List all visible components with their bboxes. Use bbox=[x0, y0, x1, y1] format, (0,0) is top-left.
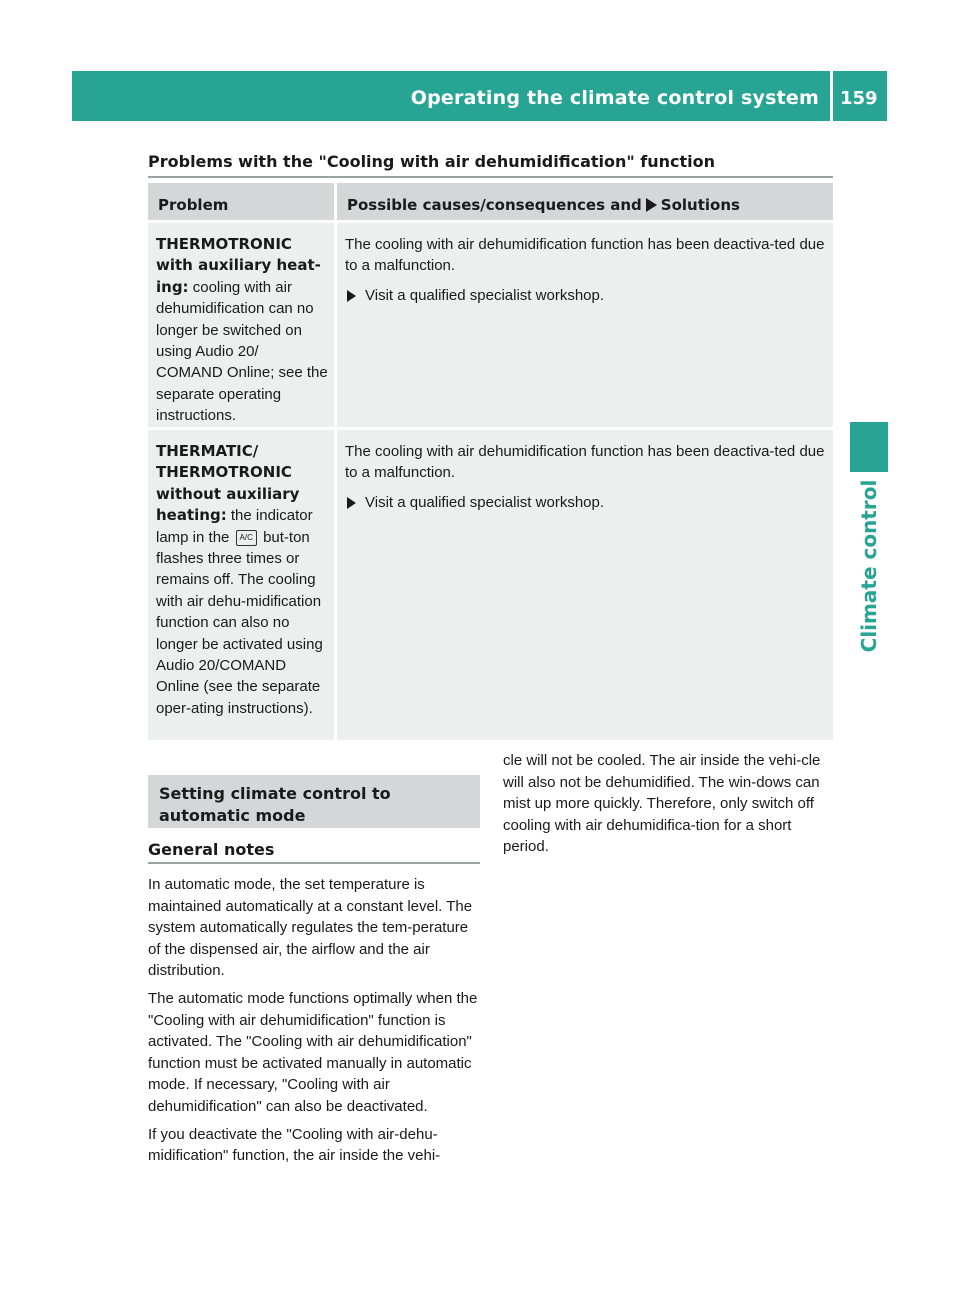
page-number: 159 bbox=[840, 88, 878, 109]
problem-cell bbox=[148, 223, 334, 427]
table-row bbox=[148, 223, 833, 427]
paragraph: In automatic mode, the set temperature is maintained automatically at a constant level. The system automatically regulates the tem-perature of the dispensed air, the airflow and the air distribution. bbox=[148, 876, 473, 980]
solution-step bbox=[345, 492, 827, 513]
column-header-solutions bbox=[337, 183, 833, 220]
paragraph: The automatic mode functions optimally when the "Cooling with air dehumidification" function is activated. The "Cooling with air dehumidification" function must be activated manually in automatic mode. If necessary, "Cooling with air dehumidification" can also be deactivated. bbox=[148, 989, 478, 1115]
header-divider bbox=[830, 71, 833, 121]
problem-description: cooling with air dehumidification can no longer be switched on using Audio 20/ COMAND Online; see the separate operating instructions. bbox=[156, 278, 328, 425]
problem-title: THERMOTRONIC with auxiliary heat-ing: bbox=[156, 235, 321, 296]
table-header bbox=[148, 183, 833, 220]
subheading-rule bbox=[148, 862, 480, 864]
heading-rule bbox=[148, 176, 833, 178]
table-row bbox=[148, 430, 833, 740]
chapter-title: Operating the climate control system bbox=[410, 87, 819, 109]
right-column-text bbox=[503, 750, 833, 864]
column-header-solutions-suffix: Solutions bbox=[660, 196, 740, 214]
solution-cell bbox=[337, 430, 833, 740]
cause-text: The cooling with air dehumidification function has been deactiva-ted due to a malfunction. bbox=[345, 236, 825, 275]
action-arrow-icon bbox=[347, 290, 356, 302]
page-header bbox=[72, 71, 887, 121]
automatic-mode-heading: Setting climate control to automatic mode bbox=[148, 775, 480, 828]
action-arrow-icon bbox=[347, 497, 356, 509]
problem-cell bbox=[148, 430, 334, 740]
column-header-solutions-prefix: Possible causes/consequences and bbox=[347, 196, 642, 214]
solution-text: Visit a qualified specialist workshop. bbox=[365, 493, 605, 511]
action-arrow-icon bbox=[646, 198, 657, 212]
paragraph: If you deactivate the "Cooling with air-dehu-midification" function, the air inside the vehi- bbox=[148, 1125, 441, 1165]
left-column-text bbox=[148, 874, 480, 1173]
paragraph: cle will not be cooled. The air inside the vehi-cle will also not be dehumidified. The win-dows can mist up more quickly. Therefore, only switch off cooling with air dehumidifica-tion for a short period. bbox=[503, 752, 821, 856]
cause-text: The cooling with air dehumidification function has been deactiva-ted due to a malfunction. bbox=[345, 443, 825, 482]
problem-description-end: but-ton flashes three times or remains off. The cooling with air dehu-midification function can also no longer be activated using Audio 20/COMAND Online (see the separate oper-ating instructions). bbox=[156, 528, 323, 717]
problems-table bbox=[148, 183, 833, 743]
general-notes-heading: General notes bbox=[148, 840, 275, 859]
column-header-problem: Problem bbox=[148, 183, 334, 220]
solution-cell bbox=[337, 223, 833, 427]
problem-title: THERMATIC/ THERMOTRONIC without auxiliary heating: bbox=[156, 442, 300, 525]
solution-step bbox=[345, 285, 827, 306]
side-tab-marker bbox=[850, 422, 888, 472]
problem-description-start: the indicator lamp in the bbox=[156, 507, 313, 546]
ac-button-icon: A/C bbox=[236, 530, 257, 546]
solution-text: Visit a qualified specialist workshop. bbox=[365, 286, 605, 304]
side-tab-label: Climate control bbox=[857, 479, 881, 653]
problems-heading: Problems with the "Cooling with air dehumidification" function bbox=[148, 152, 716, 171]
